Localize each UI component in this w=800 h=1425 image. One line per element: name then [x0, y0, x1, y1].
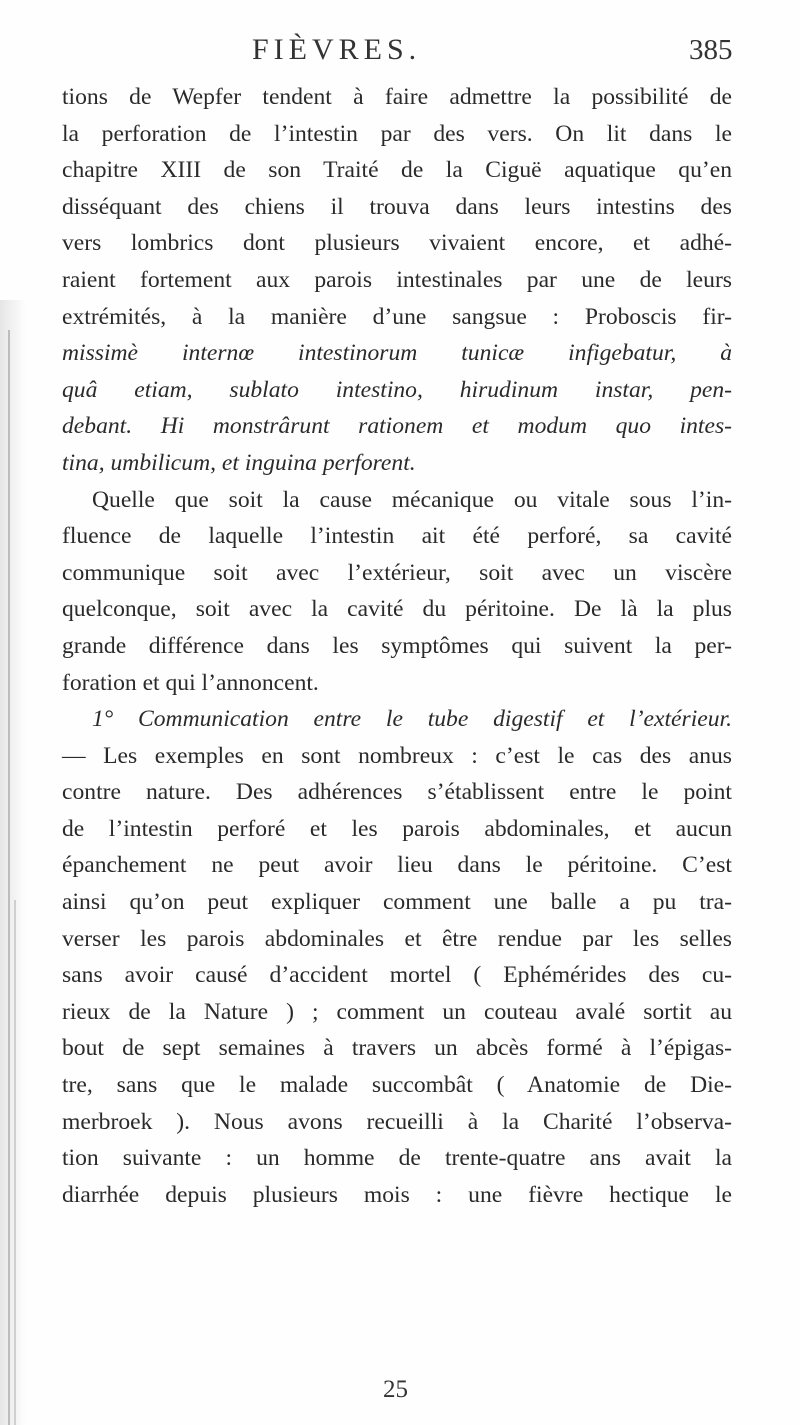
- text-line: — Les exemples en sont nombreux : c’est le cas des anus: [62, 742, 732, 769]
- text-line: tre, sans que le malade succombât ( Anatomie de Die-: [62, 1072, 732, 1099]
- page-number: 385: [689, 34, 733, 66]
- text-line: foration et qui l’annoncent.: [62, 669, 319, 696]
- latin-quote-line: missimè internœ intestinorum tunicæ infigebatur, à: [62, 340, 732, 367]
- text-line: chapitre XIII de son Traité de la Ciguë aquatique qu’en: [62, 157, 732, 184]
- text-line: tion suivante : un homme de trente-quatre ans avait la: [62, 1145, 732, 1172]
- page-header: [0, 30, 800, 70]
- text-line: de l’intestin perforé et les parois abdominales, et aucun: [62, 815, 732, 842]
- text-line: merbroek ). Nous avons recueilli à la Charité l’observa-: [62, 1108, 732, 1135]
- text-line: sans avoir causé d’accident mortel ( Ephémérides des cu-: [62, 962, 732, 989]
- gutter-edge-line: [14, 900, 16, 1425]
- text-line: quelconque, soit avec la cavité du péritoine. De là la plus: [62, 596, 732, 623]
- gutter-edge-line: [8, 330, 10, 1425]
- page-gutter-shadow: [0, 300, 26, 1425]
- text-line: communique soit avec l’extérieur, soit avec un viscère: [62, 559, 732, 586]
- text-line: bout de sept semaines à travers un abcès formé à l’épigas-: [62, 1035, 732, 1062]
- latin-quote-line: debant. Hi monstrârunt rationem et modum quo intes-: [62, 413, 732, 440]
- text-line: grande différence dans les symptômes qui suivent la per-: [62, 632, 732, 659]
- text-line: rieux de la Nature ) ; comment un couteau avalé sortit au: [62, 998, 732, 1025]
- text-line: disséquant des chiens il trouva dans leurs intestins des: [62, 193, 732, 220]
- text-line: fluence de laquelle l’intestin ait été perforé, sa cavité: [62, 523, 732, 550]
- text-line: tions de Wepfer tendent à faire admettre la possibilité de: [62, 84, 732, 110]
- signature-mark: 25: [383, 1376, 408, 1403]
- latin-quote-line: quâ etiam, sublato intestino, hirudinum instar, pen-: [62, 376, 732, 403]
- text-line: contre nature. Des adhérences s’établissent entre le point: [62, 779, 732, 806]
- running-head: FIÈVRES.: [252, 33, 422, 66]
- text-line: diarrhée depuis plusieurs mois : une fièvre hectique le: [62, 1181, 732, 1208]
- text-line: extrémités, à la manière d’une sangsue : Proboscis fir-: [62, 303, 732, 330]
- text-line: la perforation de l’intestin par des vers. On lit dans le: [62, 120, 732, 147]
- text-line: épanchement ne peut avoir lieu dans le péritoine. C’est: [62, 852, 732, 879]
- text-line: verser les parois abdominales et être rendue par les selles: [62, 925, 732, 952]
- section-heading-line: 1° Communication entre le tube digestif et l’extérieur.: [92, 706, 732, 733]
- text-line: ainsi qu’on peut expliquer comment une balle a pu tra-: [62, 889, 732, 916]
- body-text: [62, 79, 732, 1213]
- text-line: vers lombrics dont plusieurs vivaient encore, et adhé-: [62, 230, 732, 257]
- text-line: raient fortement aux parois intestinales par une de leurs: [62, 266, 732, 293]
- latin-quote-line: tina, umbilicum, et inguina perforent.: [62, 449, 416, 476]
- text-line: Quelle que soit la cause mécanique ou vitale sous l’in-: [92, 486, 732, 513]
